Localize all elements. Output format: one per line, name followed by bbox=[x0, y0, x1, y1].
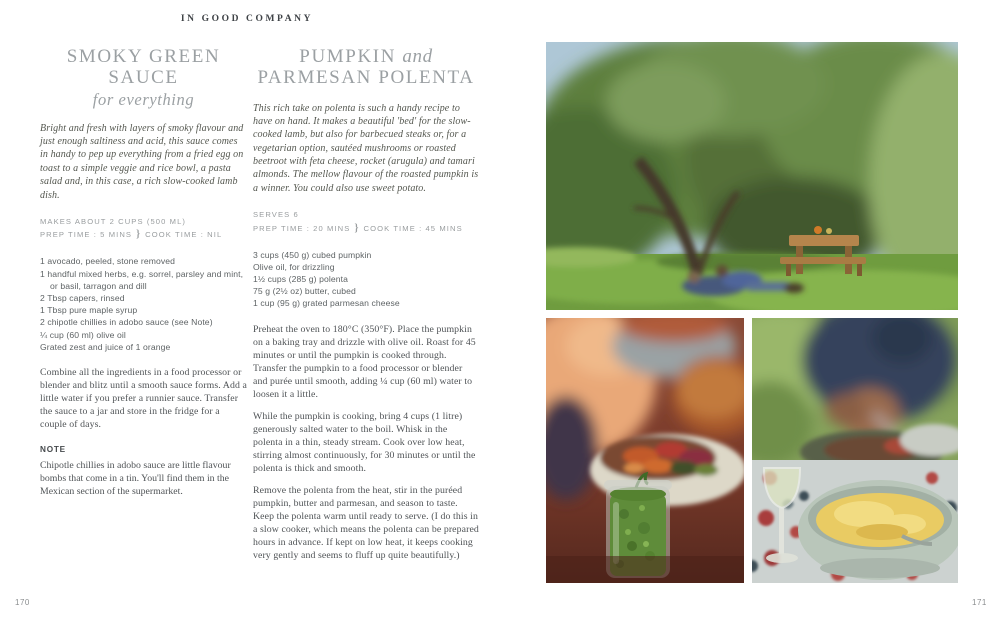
method-paragraph: Remove the polenta from the heat, stir in the puréed pumpkin, butter and parmesan, and season to taste. Keep the polenta warm until ready to serve. (I do this in a slow cooker, which means the polenta can be prepared hours in advance. If kept on low heat, it keeps cooking very gently and seems to fluff up quite beautifully.) bbox=[253, 484, 479, 561]
ingredient-item: 75 g (2½ oz) butter, cubed bbox=[253, 286, 356, 297]
time-line bbox=[253, 221, 479, 236]
photo-orchard-picnic bbox=[546, 42, 958, 310]
ingredient-item: Olive oil, for drizzling bbox=[253, 261, 335, 272]
photo-polenta-bowl bbox=[752, 318, 958, 583]
recipe-pumpkin-polenta bbox=[253, 46, 479, 571]
ingredient-item: 3 cups (450 g) cubed pumpkin bbox=[253, 249, 372, 260]
title-and-italic: and bbox=[402, 46, 433, 67]
prep-time: PREP TIME : 20 MINS bbox=[253, 223, 351, 233]
ingredient-item: ¼ cup (60 ml) olive oil bbox=[40, 329, 126, 340]
polenta-illustration bbox=[752, 318, 958, 583]
page-number-left: 170 bbox=[15, 598, 30, 607]
ingredient-item: 1 cup (95 g) grated parmesan cheese bbox=[253, 298, 400, 309]
serves-line: SERVES 6 bbox=[253, 210, 299, 220]
prep-time: PREP TIME : 5 MINS bbox=[40, 230, 133, 240]
time-divider-glyph: } bbox=[136, 229, 142, 241]
recipe-meta-right bbox=[253, 209, 479, 235]
ingredient-item: 1 Tbsp pure maple syrup bbox=[40, 305, 138, 316]
item-on-table bbox=[814, 226, 822, 234]
time-line bbox=[40, 227, 247, 242]
recipe-meta-left bbox=[40, 216, 247, 242]
orchard-picnic-illustration bbox=[546, 42, 958, 310]
ingredient-item: 1½ cups (285 g) polenta bbox=[253, 274, 348, 285]
ingredient-item: 1 avocado, peeled, stone removed bbox=[40, 256, 176, 267]
recipe-intro-left: Bright and fresh with layers of smoky flavour and just enough saltiness and acid, this sauce comes in handy to pep up everything from a fried egg on toast to a simple veggie and rice bowl, a pasta salad and, in this case, a rich slow-cooked lamb dish. bbox=[40, 122, 244, 201]
running-head: IN GOOD COMPANY bbox=[180, 14, 314, 24]
recipe-title-left: SMOKY GREEN SAUCE bbox=[66, 46, 221, 89]
photo-green-sauce-jar bbox=[546, 318, 744, 583]
recipe-subtitle-left: for everything bbox=[92, 89, 195, 109]
page-number-right: 171 bbox=[972, 598, 987, 607]
ingredient-list-right bbox=[253, 249, 479, 310]
recipe-smoky-green-sauce bbox=[40, 46, 247, 498]
method-left bbox=[40, 366, 247, 431]
ingredient-item: 2 Tbsp capers, rinsed bbox=[40, 293, 125, 304]
recipe-intro-right: This rich take on polenta is such a handy recipe to have on hand. It makes a beautiful 'bed' for the slow-cooked lamb, but also for barbecued steaks or, for a vegetarian option, sautéed mushrooms or roasted beetroot with feta cheese, rocket (arugula) and tamari almonds. The mellow flavour of the roasted pumpkin is a winner. You could also use sweet potato. bbox=[253, 102, 479, 194]
polenta-bowl bbox=[798, 480, 958, 580]
method-right bbox=[253, 323, 479, 562]
ingredient-item: 1 handful mixed herbs, e.g. sorrel, parsley and mint, or basil, tarragon and dill bbox=[40, 268, 244, 291]
method-paragraph: While the pumpkin is cooking, bring 4 cups (1 litre) generously salted water to the boil. Whisk in the polenta in a thin, steady stream. Cook over low heat, stirring almost continuously, for 30 minutes or until the polenta is thick and smooth. bbox=[253, 410, 476, 474]
ingredient-item: 2 chipotle chillies in adobo sauce (see Note) bbox=[40, 317, 213, 328]
yield-line: MAKES ABOUT 2 CUPS (500 ML) bbox=[40, 217, 187, 227]
recipe-title-right: PUMPKIN and PARMESAN POLENTA bbox=[257, 46, 475, 89]
method-paragraph: Preheat the oven to 180°C (350°F). Place the pumpkin on a baking tray and drizzle with olive oil. Roast for 45 minutes or until the pumpkin is cooked through. Transfer the pumpkin to a food processor or blender and purée until smooth, adding ¼ cup (60 ml) water to loosen it a little. bbox=[253, 323, 476, 400]
note-heading: NOTE bbox=[40, 445, 66, 455]
ingredient-item: Grated zest and juice of 1 orange bbox=[40, 341, 171, 352]
time-divider-glyph: } bbox=[354, 222, 360, 234]
cook-time: COOK TIME : NIL bbox=[145, 230, 223, 240]
note-text: Chipotle chillies in adobo sauce are little flavour bombs that come in a tin. You'll find them in the Mexican section of the supermarket. bbox=[40, 460, 231, 498]
method-paragraph: Combine all the ingredients in a food processor or blender and blitz until a smooth sauce forms. Add a little water if you prefer a runnier sauce. Transfer the sauce to a jar and store in the fridge for a couple of days. bbox=[40, 367, 247, 431]
green-sauce-illustration bbox=[546, 318, 744, 583]
ingredient-list-left bbox=[40, 255, 247, 353]
cook-time: COOK TIME : 45 MINS bbox=[363, 223, 463, 233]
